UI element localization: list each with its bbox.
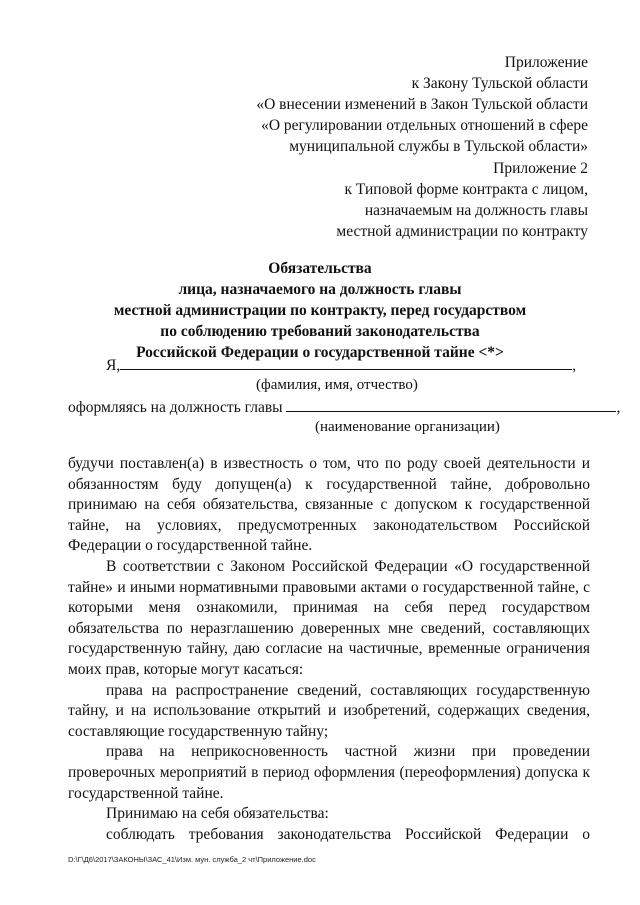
appendix-2-line: местной администрации по контракту [336, 223, 588, 240]
document-title [60, 258, 580, 363]
name-caption: (фамилия, имя, отчество) [256, 377, 418, 393]
appendix-2-header [336, 158, 588, 242]
body-paragraph: В соответствии с Законом Российской Федерации «О государственной тайне» и иными нормативными правовыми актами о государственной тайне, с которыми меня ознакомили, принимая на себя перед государством обязательства по неразглашению доверенных мне сведений, составляющих государственную тайну, даю согласие на частичные, временные ограничения моих прав, которые могут касаться: [68, 557, 590, 678]
appendix-1-line: «О регулировании отдельных отношений в сфере [261, 117, 588, 134]
title-line: местной администрации по контракту, перед государством [113, 302, 527, 319]
appendix-1-header [256, 52, 588, 157]
body-paragraph: будучи поставлен(а) в известность о том, что по роду своей деятельности и обязанностям буду допущен(а) к государственной тайне, добровольно принимаю на себя обязательства, связанные с допуском к государственной тайне, на условиях, предусмотренных законодательством Российской Федерации о государственной тайне. [68, 455, 590, 555]
name-row [106, 356, 576, 375]
ya-label: Я, [106, 357, 121, 374]
appendix-2-line: назначаемым на должность главы [364, 202, 588, 219]
body-paragraph: права на распространение сведений, составляющих государственную тайну, и на использование открытий и изобретений, содержащих сведения, составляющие государственную тайну; [68, 681, 590, 740]
file-path-footer: D:\Г\Д6\2017\ЗАКОНЫ\ЗАС_41\Изм. мун. служба_2 чт\Приложение.doc [68, 855, 316, 864]
appendix-1-line: «О внесении изменений в Закон Тульской области [256, 96, 588, 113]
body-paragraph: права на неприкосновенность частной жизни при проведении проверочных мероприятий в период оформления (переоформления) допуска к государственной тайне. [68, 743, 590, 802]
appendix-1-line: муниципальной службы в Тульской области» [289, 138, 588, 155]
position-label: оформляясь на должность главы [68, 399, 283, 416]
organization-caption: (наименование организации) [315, 419, 500, 435]
appendix-2-line: Приложение 2 [493, 160, 588, 177]
appendix-2-line: к Типовой форме контракта с лицом, [344, 181, 588, 198]
body-paragraph: Принимаю на себя обязательства: [106, 805, 329, 823]
appendix-1-line: к Закону Тульской области [411, 75, 588, 92]
title-line: Обязательства [268, 260, 372, 277]
position-end: , [616, 399, 621, 416]
title-line: Российской Федерации о государственной тайне <*> [136, 344, 504, 361]
title-line: лица, назначаемого на должность главы [178, 281, 462, 298]
document-body [68, 454, 590, 845]
name-blank-line[interactable] [120, 356, 572, 370]
title-line: по соблюдению требований законодательства [160, 323, 480, 340]
appendix-1-line: Приложение [504, 54, 588, 71]
ya-end: , [572, 357, 577, 374]
organization-blank-line[interactable] [286, 398, 616, 412]
body-paragraph: соблюдать требования законодательства Российской Федерации о [106, 825, 590, 843]
position-row [68, 398, 620, 417]
